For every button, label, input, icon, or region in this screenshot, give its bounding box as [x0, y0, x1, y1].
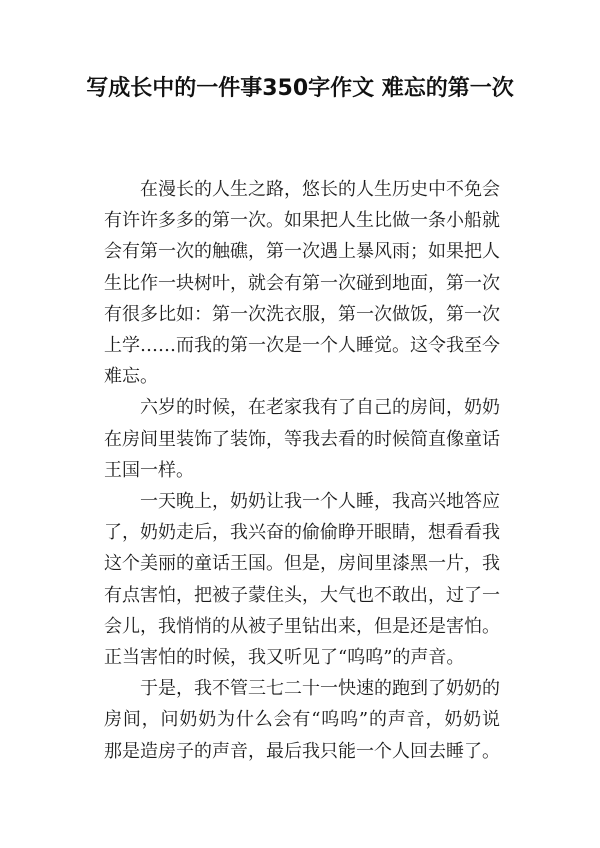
document-title: 写成长中的一件事350字作文 难忘的第一次 [86, 76, 514, 101]
paragraph-ending: 于是，我不管三七二十一快速的跑到了奶奶的房间，问奶奶为什么会有“呜呜”的声音，奶奶说那是造房子的声音，最后我只能一个人回去睡了。 [104, 678, 500, 762]
paragraph-room: 六岁的时候，在老家我有了自己的房间，奶奶在房间里装饰了装饰，等我去看的时候简直像童话王国一样。 [104, 397, 500, 481]
paragraph-intro: 在漫长的人生之路，悠长的人生历史中不免会有许许多多的第一次。如果把人生比做一条小船就会有第一次的触礁，第一次遇上暴风雨；如果把人生比作一块树叶，就会有第一次碰到地面，第一次有很多比如：第一次洗衣服，第一次做饭，第一次上学……而我的第一次是一个人睡觉。这令我至今难忘。 [104, 179, 500, 388]
document-body [104, 174, 500, 767]
paragraph-night: 一天晚上，奶奶让我一个人睡，我高兴地答应了，奶奶走后，我兴奋的偷偷睁开眼睛，想看看我这个美丽的童话王国。但是，房间里漆黑一片，我有点害怕，把被子蒙住头，大气也不敢出，过了一会儿，我悄悄的从被子里钻出来，但是还是害怕。正当害怕的时候，我又听见了“呜呜”的声音。 [104, 491, 500, 669]
